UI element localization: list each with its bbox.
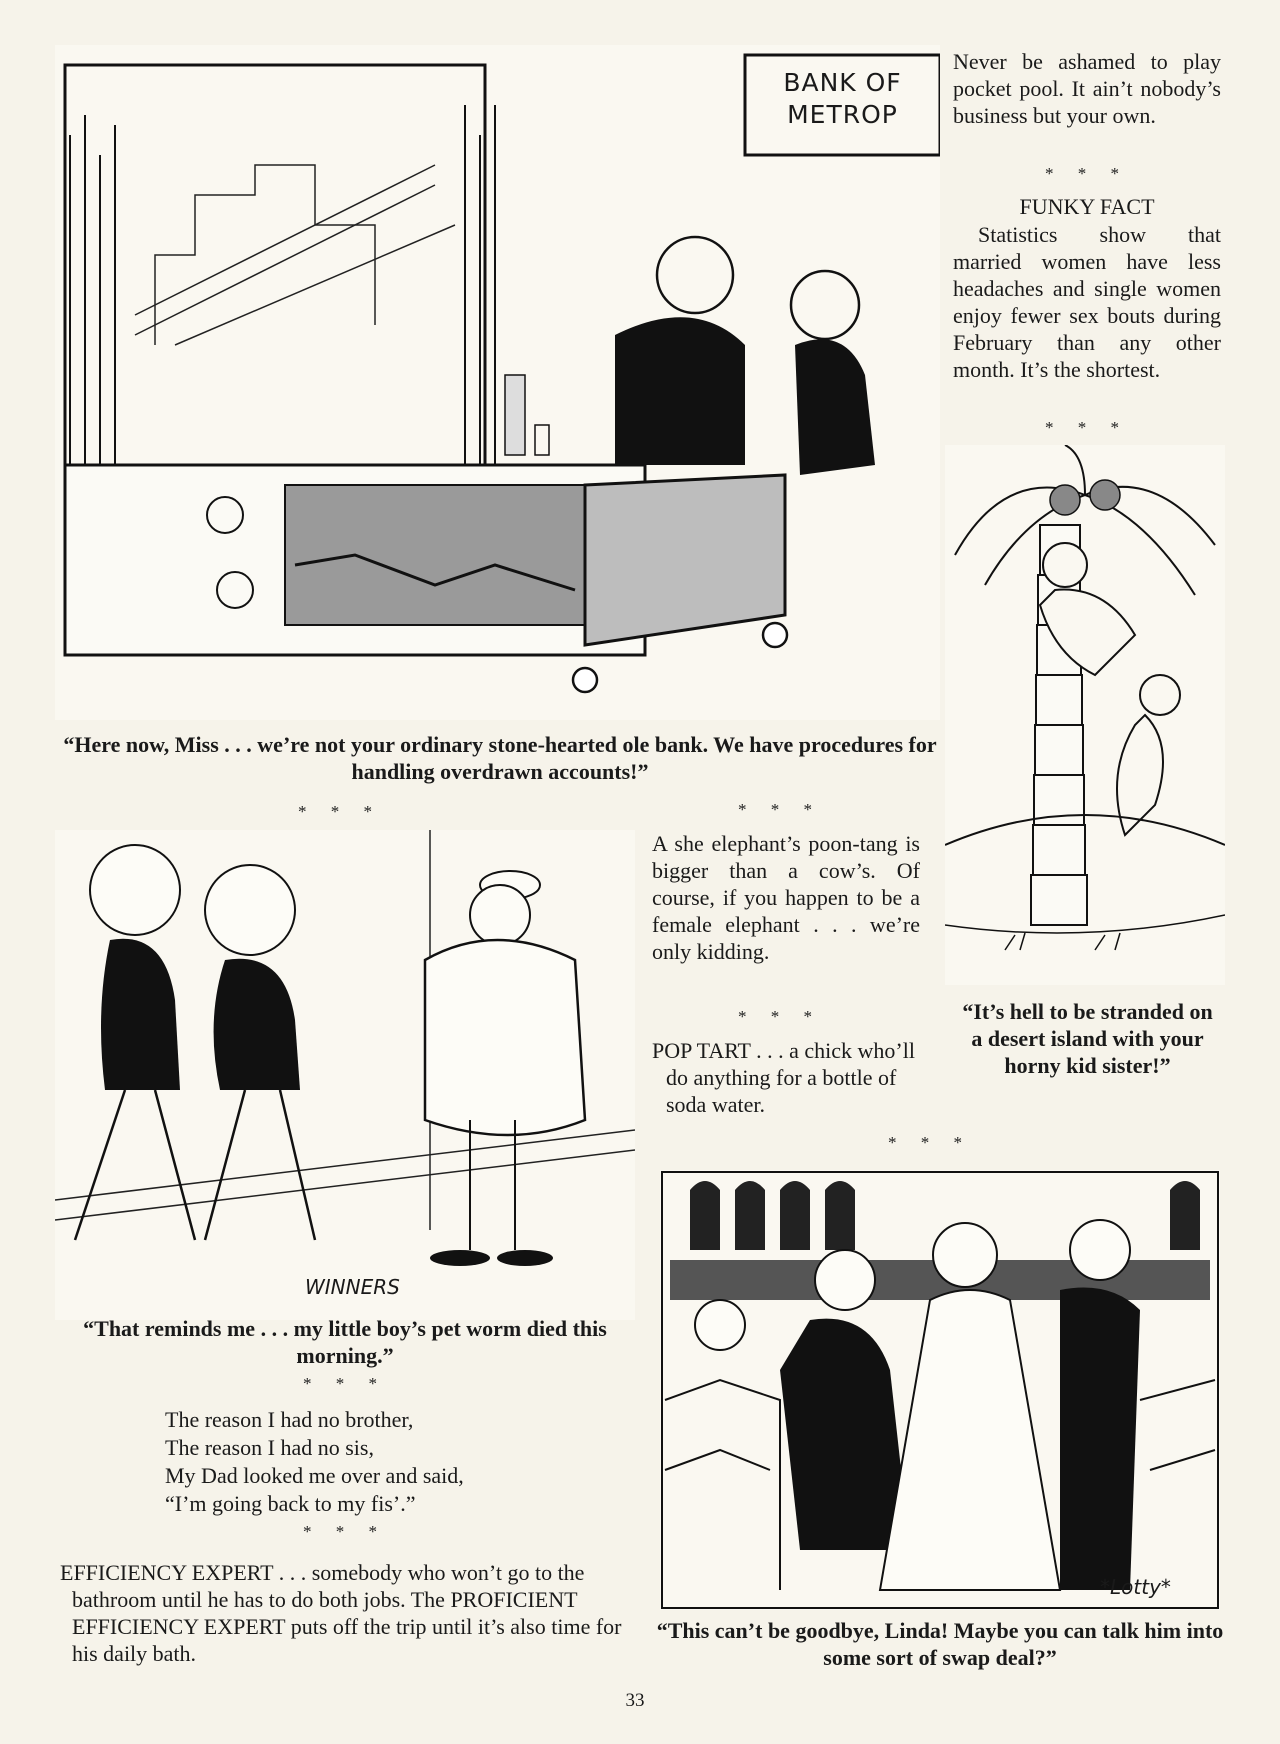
island-cartoon-caption: “It’s hell to be stranded on a desert island with your horny kid sister!” <box>962 999 1213 1078</box>
wedding-cartoon <box>660 1170 1220 1610</box>
bank-sign-line2: METROP <box>787 100 898 129</box>
separator-stars: * * * <box>888 1133 972 1152</box>
worm-cartoon-signature: WINNERS <box>305 1275 400 1299</box>
worm-cartoon-drawing <box>55 830 635 1320</box>
worm-cartoon <box>55 830 635 1320</box>
wedding-cartoon-caption: “This can’t be goodbye, Linda! Maybe you can talk him into some sort of swap deal?” <box>656 1618 1224 1670</box>
elephant-joke: A she elephant’s poon-tang is bigger than a cow’s. Of course, if you happen to be a female elephant . . . we’re only kidding. <box>652 831 920 964</box>
bank-cartoon-drawing <box>55 45 940 720</box>
bank-sign <box>745 67 940 131</box>
bank-sign-line1: BANK OF <box>783 68 902 97</box>
wedding-cartoon-drawing <box>660 1170 1220 1610</box>
poem-line: The reason I had no sis, <box>165 1435 374 1460</box>
poem-line: The reason I had no brother, <box>165 1407 414 1432</box>
efficiency-expert-joke: EFFICIENCY EXPERT . . . somebody who won’t go to the bathroom until he has to do both jobs. The PROFICIENT EFFICIENCY EXPERT puts off the trip until it’s also time for his daily bath. <box>60 1560 622 1666</box>
bank-cartoon-caption: “Here now, Miss . . . we’re not your ordinary stone-hearted ole bank. We have procedures for handling overdrawn accounts!” <box>63 732 937 784</box>
island-cartoon-drawing <box>945 445 1225 985</box>
page-number: 33 <box>625 1690 645 1711</box>
separator-stars: * * * <box>303 1522 387 1541</box>
bank-cartoon <box>55 45 940 720</box>
island-cartoon <box>945 445 1225 985</box>
funky-fact-text: Statistics show that married women have less headaches and single women enjoy fewer sex bouts during February than any other month. It’s the shortest. <box>953 222 1221 382</box>
poem-line: “I’m going back to my fis’.” <box>165 1491 416 1516</box>
poem <box>165 1406 615 1518</box>
wedding-cartoon-signature: *Lotty* <box>1100 1575 1171 1599</box>
separator-stars: * * * <box>303 1374 387 1393</box>
funky-fact-heading: FUNKY FACT <box>1019 194 1155 219</box>
pocket-pool-joke: Never be ashamed to play pocket pool. It ain’t nobody’s business but your own. <box>953 49 1221 128</box>
separator-stars: * * * <box>738 800 822 819</box>
separator-stars: * * * <box>1045 164 1129 183</box>
pop-tart-joke: POP TART . . . a chick who’ll do anything for a bottle of soda water. <box>652 1038 915 1117</box>
worm-cartoon-caption: “That reminds me . . . my little boy’s pet worm died this morning.” <box>83 1316 607 1368</box>
poem-line: My Dad looked me over and said, <box>165 1463 464 1488</box>
separator-stars: * * * <box>738 1007 822 1026</box>
separator-stars: * * * <box>1045 418 1129 437</box>
separator-stars: * * * <box>298 802 382 821</box>
